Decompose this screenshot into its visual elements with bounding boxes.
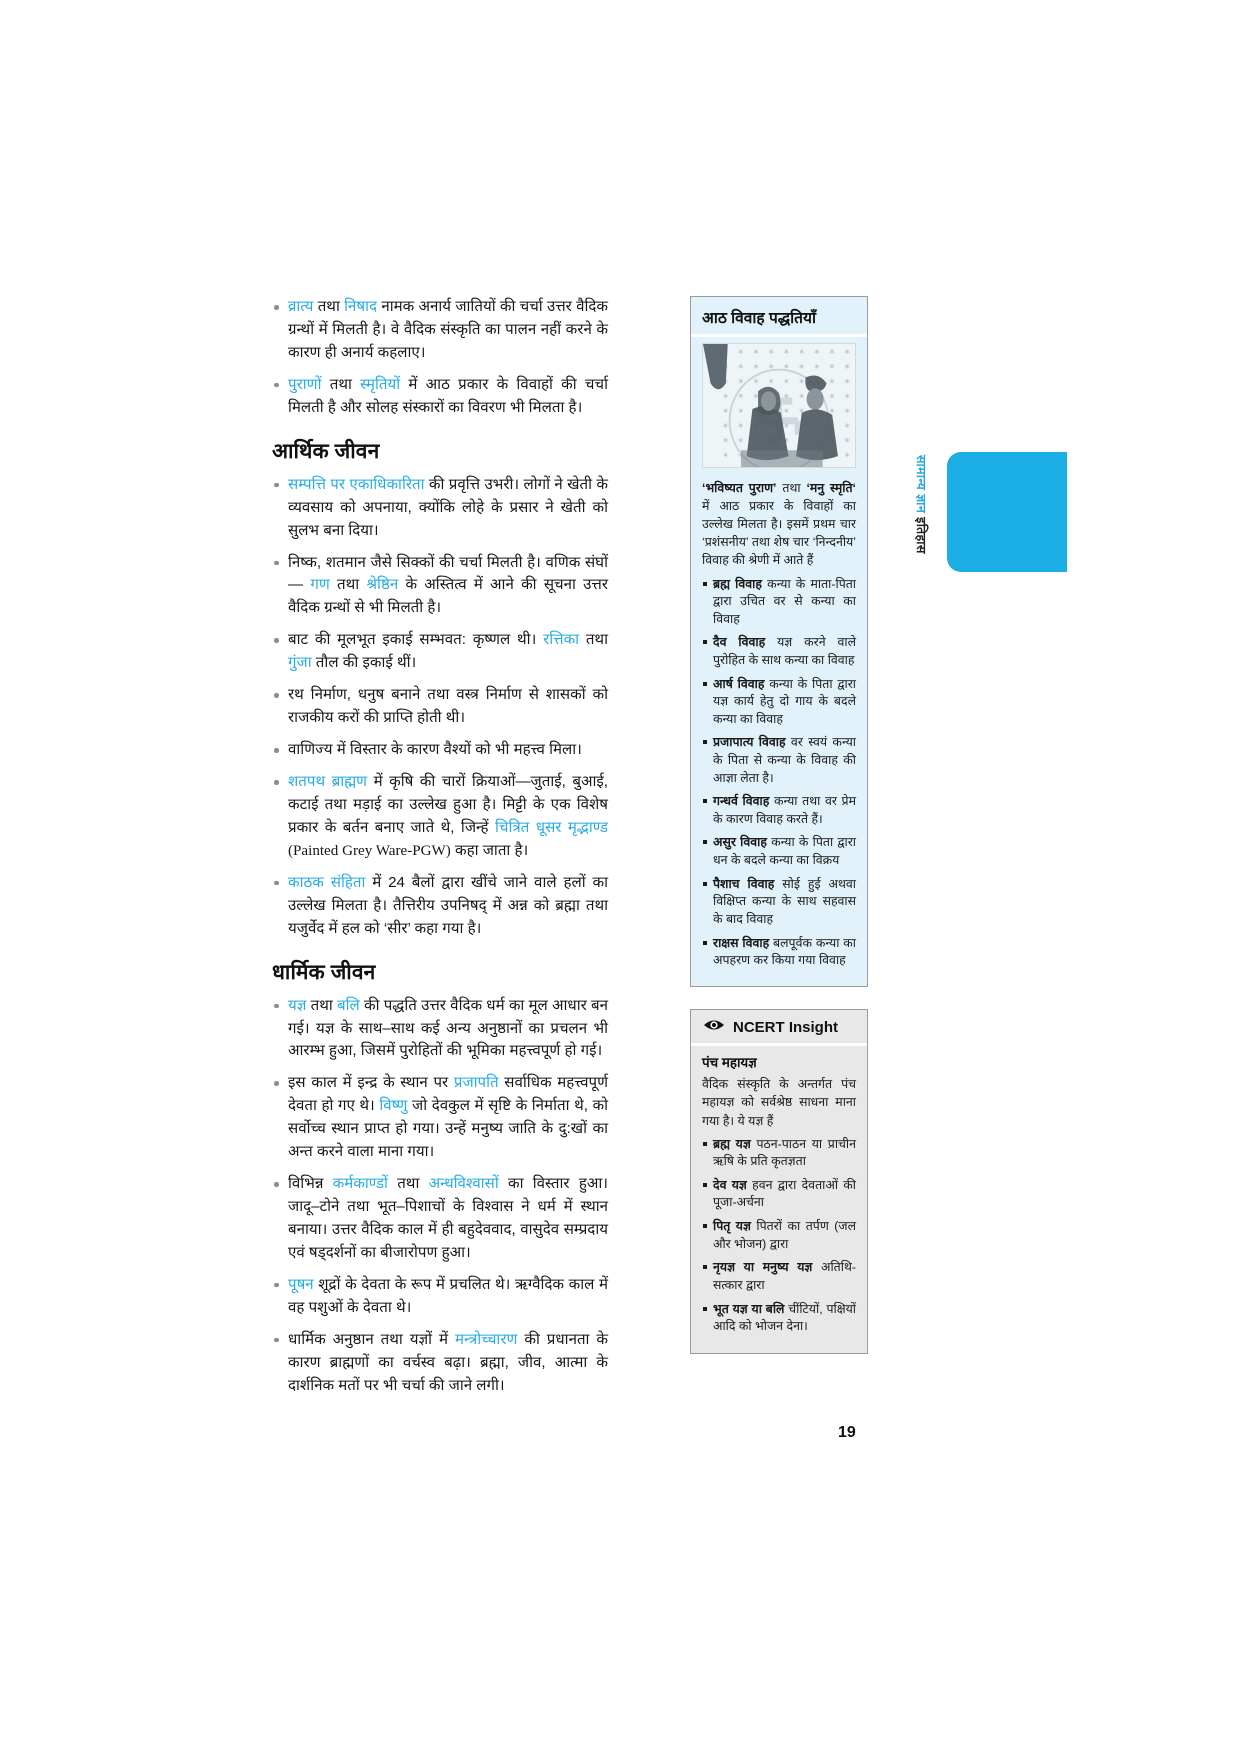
bullet-item [272, 629, 608, 675]
text-run: कहा जाता है। [450, 841, 529, 859]
sidebar-column [690, 296, 868, 1354]
list-item-term: पैशाच विवाह [713, 876, 775, 891]
list-item [702, 1301, 856, 1336]
highlighted-term: यज्ञ [288, 996, 307, 1014]
list-item-term: असुर विवाह [713, 835, 767, 850]
text-run: तथा [329, 576, 367, 594]
text-run: की प्रधानता के कारण ब्राह्मणों का वर्चस्व बढ़ा। ब्रह्मा, जीव, आत्मा के दार्शनिक मतों पर भी चर्चा की जाने लगी। [288, 1330, 608, 1394]
list-item-term: प्रजापात्य विवाह [713, 735, 786, 750]
list-item-description: चींटियों, पक्षियों आदि को भोजन देना। [713, 1301, 856, 1334]
text-run: वाणिज्य में विस्तार के कारण वैश्यों को भी महत्त्व मिला। [288, 741, 582, 759]
bullet-item [272, 872, 608, 941]
religious-bullet-list [272, 995, 608, 1398]
text-run: बाट की मूलभूत इकाई सम्भवत: कृष्णल थी। [288, 631, 544, 649]
side-tab-gk-label: सामान्य ज्ञान [914, 455, 928, 514]
bullet-item [272, 684, 608, 730]
list-item [702, 935, 856, 970]
list-item [702, 1259, 856, 1294]
marriage-box-title: आठ विवाह पद्धतियाँ [691, 297, 867, 337]
text-run: में कृषि की चारों क्रियाओं—जुताई, बुआई, कटाई तथा मड़ाई का उल्लेख हुआ है। मिट्टी के एक विशेष प्रकार के बर्तन बनाए जाते थे, जिन्हें [288, 773, 608, 836]
list-item-description: कन्या के पिता द्वारा यज्ञ कार्य हेतु दो गाय के बदले कन्या का विवाह [713, 676, 856, 726]
highlighted-term: गण [310, 576, 330, 594]
bullet-item [272, 296, 608, 365]
bullet-item [272, 1072, 608, 1164]
bullet-item [272, 739, 608, 762]
list-item-term: ब्रह्म विवाह [713, 576, 762, 591]
list-item [702, 676, 856, 729]
text-run: तौल की इकाई थीं। [311, 654, 417, 672]
side-tab-text [912, 455, 930, 630]
text-run: के अस्तित्व में आने की सूचना उत्तर वैदिक ग्रन्थों से भी मिलती है। [288, 576, 608, 617]
highlighted-term: स्मृतियों [360, 375, 401, 393]
list-item [702, 1136, 856, 1171]
text-run: का विस्तार हुआ। जादू–टोने तथा भूत–पिशाचों के विश्वास ने धर्म में स्थान बनाया। उत्तर वैदिक काल में ही बहुदेववाद, वासुदेव सम्प्रदाय एवं षड्दर्शनों का बीजारोपण हुआ। [288, 1175, 609, 1261]
side-tab-subject-label: इतिहास [914, 517, 928, 554]
marriage-illustration-wrapper [691, 337, 867, 472]
list-item-description: कन्या के पिता द्वारा धन के बदले कन्या का विक्रय [713, 835, 856, 868]
bullet-item [272, 374, 608, 420]
text-run: की पद्धति उत्तर वैदिक धर्म का मूल आधार बन गई। यज्ञ के साथ–साथ कई अन्य अनुष्ठानों का प्रचलन भी आरम्भ हुआ, जिसमें पुरोहितों की भूमिका महत्त्वपूर्ण हो गई। [288, 996, 609, 1060]
text-run: जो देवकुल में सृष्टि के निर्माता थे, को सर्वोच्च स्थान प्राप्त हो गया। उन्हें मनुष्य जाति के दु:खों का अन्त करने वाला माना गया। [288, 1097, 608, 1161]
list-item [702, 834, 856, 869]
bullet-item [272, 1274, 608, 1320]
text-run: की प्रवृत्ति उभरी। लोगों ने खेती के व्यवसाय को अपनाया, क्योंकि लोहे के प्रसार ने खेती को सुलभ बना दिया। [288, 475, 608, 539]
text-run: तथा [306, 996, 338, 1014]
highlighted-term: शतपथ ब्राह्मण [288, 773, 368, 790]
text-run: तथा [313, 298, 345, 315]
list-item-description: बलपूर्वक कन्या का अपहरण कर किया गया विवाह [713, 935, 856, 968]
ncert-insight-label: NCERT Insight [733, 1018, 838, 1036]
highlighted-term: व्रात्य [288, 298, 314, 315]
text-run: इस काल में इन्द्र के स्थान पर [288, 1074, 454, 1092]
economic-bullet-list [272, 474, 608, 941]
list-item [702, 576, 856, 629]
highlighted-term: श्रेष्ठिन [366, 576, 399, 594]
highlighted-term: अन्धविश्वासों [428, 1175, 499, 1193]
blue-corner-tab [947, 452, 1067, 572]
highlighted-term: पूषन [288, 1275, 314, 1293]
text-run: तथा [387, 1175, 429, 1193]
bold-term: ‘भविष्यत पुराण’ [702, 481, 777, 495]
list-item-term: नृयज्ञ या मनुष्य यज्ञ [713, 1260, 813, 1275]
text-run: शूद्रों के देवता के रूप में प्रचलित थे। ऋग्वैदिक काल में वह पशुओं के देवता थे। [288, 1275, 608, 1316]
bold-term: ‘मनु स्मृति‘ [806, 481, 857, 495]
list-item [702, 876, 856, 929]
section-heading-religious: धार्मिक जीवन [272, 960, 376, 984]
text-run: रथ निर्माण, धनुष बनाने तथा वस्त्र निर्माण से शासकों को राजकीय करों की प्राप्ति होती थी। [288, 686, 608, 727]
text-run: में आठ प्रकार के विवाहों का उल्लेख मिलता है। इसमें प्रथम चार ‘प्रशंसनीय’ तथा शेष चार ‘निन्दनीय’ विवाह की श्रेणी में आते हैं [702, 499, 856, 568]
text-run: निष्क, शतमान जैसे सिक्कों की चर्चा मिलती है। वणिक संघों— [288, 553, 608, 594]
ncert-insight-body [691, 1046, 867, 1353]
list-item-term: आर्ष विवाह [713, 676, 765, 691]
highlighted-term: विष्णु [379, 1097, 408, 1115]
list-item-term: देव यज्ञ [713, 1177, 747, 1192]
side-tab-marker [912, 455, 930, 630]
bullet-item [272, 474, 608, 543]
list-item-description: अतिथि-सत्कार द्वारा [713, 1260, 857, 1292]
text-run: तथा [776, 481, 807, 495]
list-item-term: पितृ यज्ञ [713, 1219, 751, 1234]
panch-mahayajna-list [702, 1136, 856, 1336]
marriage-box-body [691, 472, 867, 986]
bullet-item [272, 1329, 608, 1398]
list-item-description: पितरों का तर्पण (जल और भोजन) द्वारा [713, 1219, 856, 1251]
text-run: नामक अनार्य जातियों की चर्चा उत्तर वैदिक ग्रन्थों में मिलती है। वे वैदिक संस्कृति का पालन नहीं करने के कारण ही अनार्य कहलाए। [288, 298, 609, 361]
highlighted-term: काठक संहिता [288, 873, 366, 891]
text-run: (Painted Grey Ware-PGW) [288, 842, 451, 859]
text-run: तथा [321, 375, 361, 393]
bride-groom-illustration [702, 343, 856, 468]
ncert-intro-text: वैदिक संस्कृति के अन्तर्गत पंच महायज्ञ को सर्वश्रेष्ठ साधना माना गया है। ये यज्ञ हैं [702, 1077, 856, 1128]
list-item-description: सोई हुई अथवा विक्षिप्त कन्या के साथ सहवास के बाद विवाह [713, 876, 856, 926]
ncert-insight-header [691, 1010, 867, 1046]
list-item [702, 634, 856, 669]
highlighted-term: निषाद [344, 298, 378, 315]
list-item-description: कन्या तथा वर प्रेम के कारण विवाह करते हैं। [713, 794, 856, 826]
highlighted-term: गुंजा [288, 654, 312, 672]
highlighted-term: बलि [337, 996, 360, 1014]
text-run: तथा [579, 631, 608, 649]
list-item-description: पठन-पाठन या प्राचीन ऋषि के प्रति कृतज्ञता [713, 1136, 857, 1169]
highlighted-term: प्रजापति [453, 1074, 499, 1092]
intro-bullet-list [272, 296, 608, 420]
highlighted-term: चित्रित धूसर मृद्भाण्ड [495, 818, 608, 836]
highlighted-term: रत्तिका [543, 631, 580, 649]
bullet-item [272, 552, 608, 621]
ncert-subheading: पंच महायज्ञ [702, 1054, 757, 1070]
main-content-column [272, 296, 608, 1407]
text-run: में आठ प्रकार के विवाहों की चर्चा मिलती है और सोलह संस्कारों का विवरण भी मिलता है। [288, 375, 608, 416]
list-item [702, 793, 856, 828]
highlighted-term: पुराणों [288, 375, 322, 393]
list-item-term: भूत यज्ञ या बलि [713, 1301, 785, 1316]
ncert-insight-box [690, 1009, 868, 1354]
text-run: सर्वाधिक महत्त्वपूर्ण देवता हो गए थे। [288, 1074, 608, 1115]
list-item-term: गन्धर्व विवाह [713, 794, 770, 809]
page-number: 19 [838, 1424, 856, 1441]
eye-icon [703, 1018, 725, 1037]
bullet-item [272, 1173, 608, 1265]
list-item [702, 1177, 856, 1212]
list-item-description: वर स्वयं कन्या के पिता से कन्या के विवाह की आज्ञा लेता है। [713, 735, 857, 785]
list-item-term: दैव विवाह [713, 635, 766, 650]
text-run: विभिन्न [288, 1175, 333, 1193]
highlighted-term: कर्मकाण्डों [332, 1175, 388, 1193]
list-item [702, 1218, 856, 1253]
marriage-box-intro [702, 479, 856, 570]
highlighted-term: मन्त्रोच्चारण [454, 1330, 518, 1348]
marriage-types-list [702, 576, 856, 970]
list-item-description: कन्या के माता-पिता द्वारा उचित वर से कन्या का विवाह [713, 576, 857, 626]
list-item-description: हवन द्वारा देवताओं की पूजा-अर्चना [713, 1177, 856, 1210]
text-run: धार्मिक अनुष्ठान तथा यज्ञों में [288, 1330, 455, 1348]
list-item-term: ब्रह्म यज्ञ [713, 1136, 751, 1151]
marriage-types-box [690, 296, 868, 987]
bullet-item [272, 995, 608, 1064]
section-heading-economic: आर्थिक जीवन [272, 439, 380, 463]
list-item-description: यज्ञ करने वाले पुरोहित के साथ कन्या का विवाह [713, 635, 857, 667]
text-run: में 24 बैलों द्वारा खींचे जाने वाले हलों का उल्लेख मिलता है। तैत्तिरीय उपनिषद् में अन्न को ब्रह्मा तथा यजुर्वेद में हल को ‘सीर’ कहा गया है। [288, 873, 608, 937]
list-item [702, 734, 856, 787]
bullet-item [272, 771, 608, 863]
list-item-term: राक्षस विवाह [713, 935, 770, 950]
highlighted-term: सम्पत्ति पर एकाधिकारिता [288, 475, 425, 493]
